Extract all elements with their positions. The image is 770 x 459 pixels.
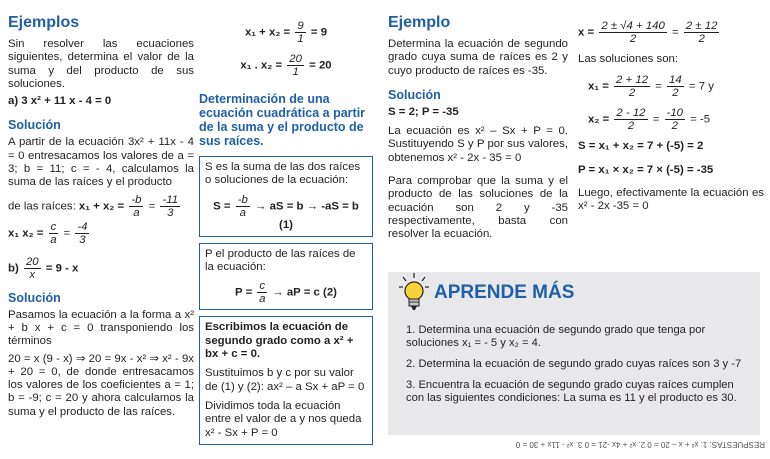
examples-title: Ejemplos [8, 14, 80, 31]
x1-result: x₁ = $\frac{2 + 12}{2}$ = $\frac{14}{2}$ = 7 y [588, 74, 714, 100]
example-text-2: Para comprobar que la suma y el producto de las soluciones de la ecuación son 2 y -35 respectivamente, basta con resolver la ecuación. [388, 175, 568, 241]
exercise-3: 3. Encuentra la ecuación de segundo grado cuyas raíces cumplen con las siguientes condiciones: La suma es 11 y el producto es 30. [406, 379, 737, 404]
product-box: P el producto de las raíces de la ecuación: P = $\frac{c}{a}$ → aP = c (2) [199, 243, 373, 311]
example-title: Ejemplo [388, 14, 451, 31]
answers-inverted: RESPUESTAS: 1. x² + x – 20 = 0 2. x² + 4x -21 = 0 3. x² - 11x + 30 = 0 [515, 440, 765, 449]
solution-1-text: A partir de la ecuación 3x² + 11x - 4 = 0 entresacamos los valores de a = 3; b = 11; c = - 4, calculamos la suma de las raíces y el producto [8, 136, 194, 189]
example-solution-title: Solución [388, 87, 441, 102]
sum-result: x₁ + x₂ = $\frac{9}{1}$ = 9 [244, 20, 328, 45]
solution-1-title: Solución [8, 118, 61, 133]
determination-title: Determinación de una ecuación cuadrática a partir de la suma y el producto de sus raíces. [199, 92, 366, 148]
item-b: b) $\frac{20}{x}$ = 9 - x [8, 255, 79, 281]
steps-box [199, 316, 373, 444]
step-2: Sustituimos b y c por su valor de (1) y (2): ax² – a Sx + aP = 0 [205, 367, 365, 393]
solution-2-title: Solución [8, 290, 61, 305]
exercise-1: 1. Determina una ecuación de segundo grado que tenga por soluciones x₁ = - 5 y x₂ = 4. [406, 324, 706, 349]
step-3: Dividimos toda la ecuación entre el valor de a y nos queda x² - Sx + P = 0 [205, 399, 362, 439]
product-result: x₁ . x₂ = $\frac{20}{1}$ = 20 [240, 53, 332, 78]
sum-check: S = x₁ + x₂ = 7 + (-5) = 2 [578, 140, 704, 153]
solution-2-text-1: Pasamos la ecuación a la forma a x² + b x + c = 0 transponiendo los términos [8, 308, 194, 348]
column-determination [199, 0, 373, 451]
product-formula: x₁ x₂ = $\frac{c}{a}$ = $\frac{-4}{3}$ [8, 220, 88, 246]
exercise-2: 2. Determina la ecuación de segundo grado cuyas raíces son 3 y -7 [406, 358, 742, 370]
step-1: Escribimos la ecuación de segundo grado como a x² + bx + c = 0. [205, 321, 354, 361]
solutions-label: Las soluciones son: [578, 53, 679, 65]
product-check: P = x₁ × x₂ = 7 × (-5) = -35 [578, 163, 714, 176]
item-a: a) 3 x² + 11 x - 4 = 0 [8, 95, 112, 108]
example-intro: Determina la ecuación de segundo grado cuya suma de raíces es 2 y cuyo producto de raíces es -35. [388, 38, 568, 77]
column-verification [578, 0, 764, 217]
example-text-1: La ecuación es x² – Sx + P = 0. Sustituyendo S y P por sus valores, obtenemos x² - 2x - 35 = 0 [388, 125, 568, 164]
sum-formula: de las raíces: x₁ + x₂ = $\frac{-b}{a}$ = $\frac{-11}{3}$ [8, 193, 179, 219]
examples-intro: Sin resolver las ecuaciones siguientes, determina el valor de la suma y del producto de sus soluciones. [8, 38, 194, 90]
column-example [388, 0, 568, 246]
aprende-mas-title: APRENDE MÁS [434, 282, 575, 303]
exercise-list [406, 324, 746, 413]
solution-2-text-2: 20 = x (9 - x) ⇒ 20 = 9x - x² ⇒ x² - 9x + 20 = 0, de donde entresacamos los valores de los coeficientes a = 1; b = -9; c = 20 y ahora calculamos la suma y el producto de las raíces. [8, 352, 194, 418]
sum-box: S es la suma de las dos raíces o soluciones de la ecuación: S = $\frac{-b}{a}$ → aS = b → -aS = b (1) [199, 156, 373, 237]
lightbulb-icon [398, 272, 430, 312]
column-examples [8, 0, 194, 423]
x2-result: x₂ = $\frac{2 - 12}{2}$ = $\frac{-10}{2}$ = -5 [588, 107, 711, 133]
quadratic-formula: x = $\frac{2 \pm √4 + 140}{2}$ = $\frac{2 \pm 12}{2}$ [578, 20, 718, 45]
closing-text: Luego, efectivamente la ecuación es x² - 2x -35 = 0 [578, 186, 764, 213]
aprende-mas-panel [388, 272, 760, 435]
example-sp: S = 2; P = -35 [388, 105, 459, 118]
